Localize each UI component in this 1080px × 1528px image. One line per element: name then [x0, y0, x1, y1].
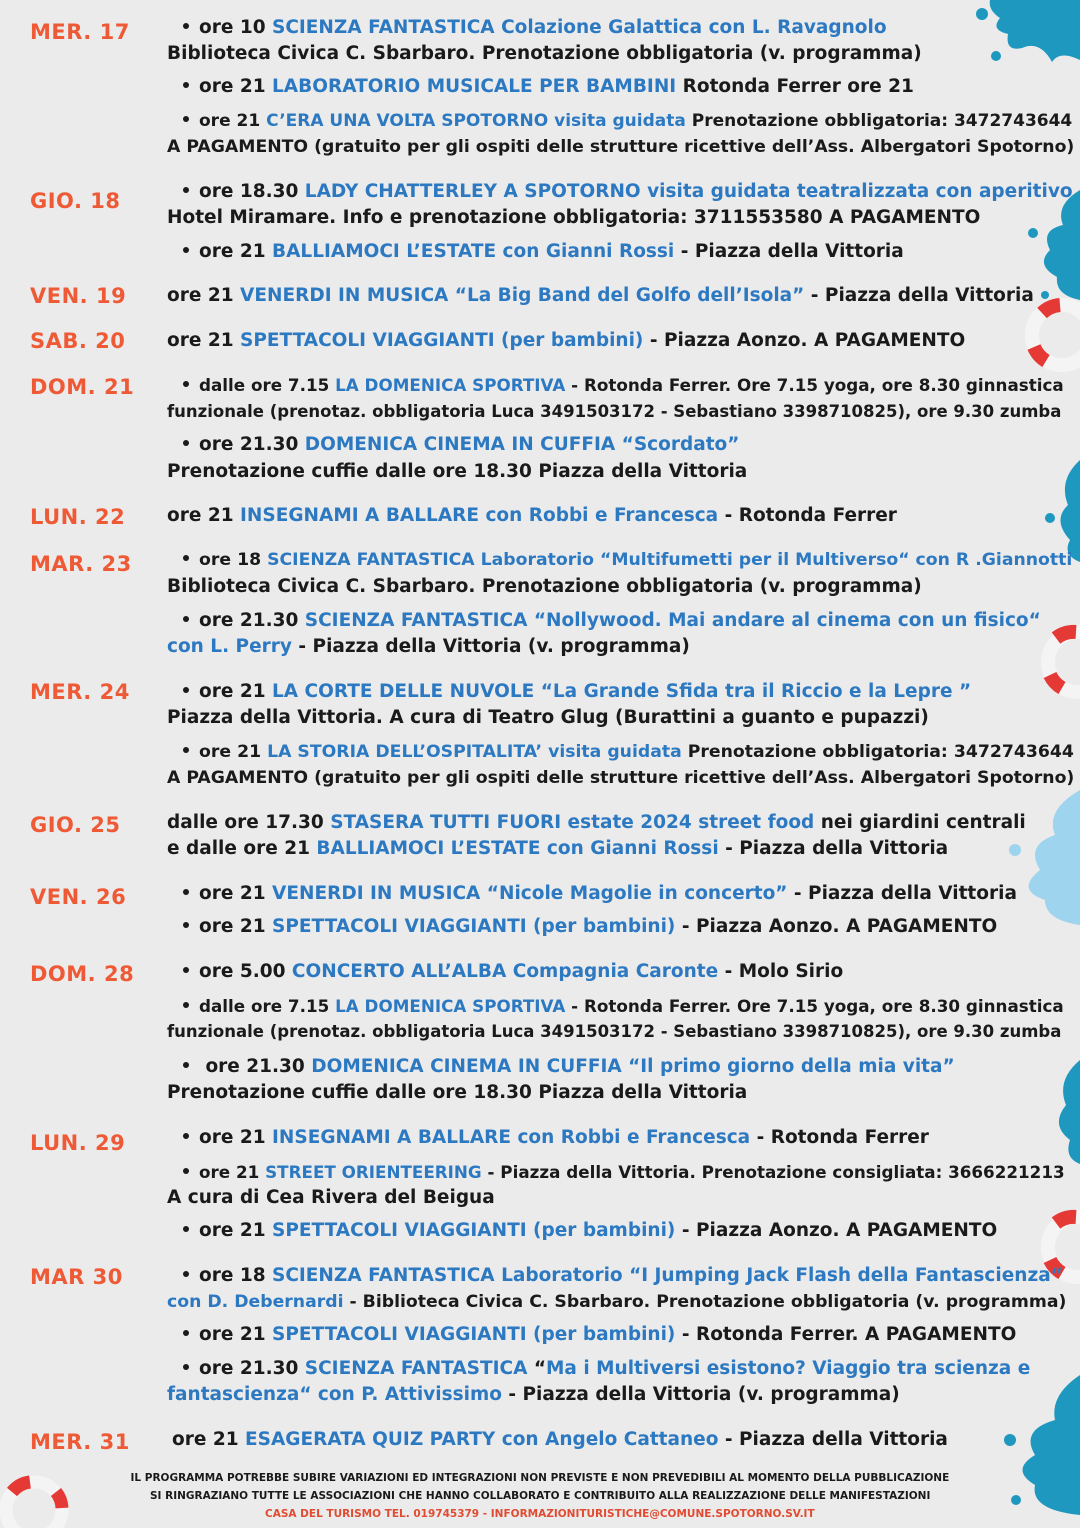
event-line	[167, 1384, 900, 1406]
event-title: SCIENZA FANTASTICA	[304, 1358, 528, 1379]
event-line	[183, 374, 1064, 396]
event-title: SPETTACOLI VIAGGIANTI (per bambini)	[240, 330, 644, 351]
life-ring-icon	[1030, 620, 1080, 705]
day-label: MER. 24	[30, 680, 130, 704]
event-line	[167, 1082, 747, 1104]
event-line	[183, 549, 1072, 571]
event-title: BALLIAMOCI L’ESTATE con Gianni Rossi	[272, 241, 675, 262]
event-detail: - Piazza Aonzo. A PAGAMENTO	[675, 1220, 998, 1241]
event-detail: A cura di Cea Rivera del Beigua	[167, 1187, 495, 1208]
bullet-icon	[183, 922, 189, 928]
day-label: LUN. 22	[30, 505, 126, 529]
event-title: VENERDI IN MUSICA “La Big Band del Golfo dell’Isola”	[240, 285, 805, 306]
life-ring-icon	[1012, 295, 1080, 375]
event-detail: ore 21.30	[199, 610, 305, 631]
event-detail: - Biblioteca Civica C. Sbarbaro. Prenotazione obbligatoria (v. programma)	[343, 1292, 1067, 1312]
event-detail: ore 21	[167, 505, 241, 526]
event-line	[183, 1220, 997, 1242]
event-line	[167, 43, 922, 65]
event-detail: ore 21	[167, 330, 241, 351]
event-detail: ore 21	[199, 916, 273, 937]
event-title: ESAGERATA QUIZ PARTY con Angelo Cattaneo	[245, 1429, 719, 1450]
event-line	[183, 961, 843, 983]
event-line	[183, 916, 997, 938]
event-detail: ore 21.30	[199, 434, 305, 455]
bullet-icon	[183, 1002, 189, 1008]
event-line	[167, 576, 922, 598]
event-detail: ore 18	[199, 1265, 273, 1286]
bullet-icon	[183, 1271, 189, 1277]
event-title: LA CORTE DELLE NUVOLE “La Grande Sfida tra il Riccio e la Lepre ”	[272, 681, 972, 702]
bullet-icon	[183, 381, 189, 387]
event-detail: Hotel Miramare. Info e prenotazione obbligatoria: 3711553580 A PAGAMENTO	[167, 207, 981, 228]
bullet-icon	[183, 747, 189, 753]
event-line	[183, 17, 887, 39]
day-label: MAR 30	[30, 1265, 123, 1289]
event-detail: ore 21	[199, 241, 273, 262]
event-title: LA DOMENICA SPORTIVA	[335, 996, 566, 1016]
bullet-icon	[183, 555, 189, 561]
day-label: DOM. 28	[30, 962, 135, 986]
event-line	[183, 181, 1073, 203]
event-detail: A PAGAMENTO (gratuito per gli ospiti delle strutture ricettive dell’Ass. Albergatori Spotorno)	[167, 137, 1075, 157]
day-label: MER. 17	[30, 20, 130, 44]
event-detail: ore 21	[199, 1162, 266, 1182]
day-label: VEN. 19	[30, 284, 127, 308]
event-title: SCIENZA FANTASTICA Laboratorio “I Jumping Jack Flash della Fantascienza“	[272, 1265, 1063, 1286]
day-label: VEN. 26	[30, 885, 127, 909]
event-line	[167, 505, 897, 527]
event-title: SPETTACOLI VIAGGIANTI (per bambini)	[272, 1220, 676, 1241]
event-detail: ore 21	[199, 681, 273, 702]
event-detail: - Molo Sirio	[718, 961, 844, 982]
event-line	[183, 434, 739, 456]
day-label: MAR. 23	[30, 552, 132, 576]
event-detail: ore 21	[172, 1429, 246, 1450]
paint-splash-icon	[960, 0, 1080, 70]
event-line	[183, 681, 971, 703]
event-detail: - Piazza della Vittoria	[804, 285, 1034, 306]
bullet-icon	[183, 889, 189, 895]
event-detail: - Rotonda Ferrer. Ore 7.15 yoga, ore 8.30 ginnastica	[565, 375, 1064, 395]
event-detail: ore 21	[199, 1127, 273, 1148]
event-detail: ore 21.30	[199, 1358, 305, 1379]
event-detail: Prenotazione cuffie dalle ore 18.30 Piazza della Vittoria	[167, 1082, 748, 1103]
event-detail: funzionale (prenotaz. obbligatoria Luca 3491503172 - Sebastiano 3398710825), ore 9.30 zumba	[167, 402, 1062, 421]
event-line	[183, 1127, 929, 1149]
event-detail: ore 5.00	[199, 961, 292, 982]
event-detail: ore 21	[199, 111, 267, 131]
event-title: LA DOMENICA SPORTIVA	[335, 375, 566, 395]
bullet-icon	[183, 687, 189, 693]
event-line	[183, 1265, 1063, 1287]
bullet-icon	[183, 616, 189, 622]
event-detail: ore 21.30	[199, 1056, 312, 1077]
event-title: STREET ORIENTEERING	[265, 1162, 482, 1182]
event-title: Ma i Multiversi esistono? Viaggio tra scienza e	[546, 1358, 1031, 1379]
event-detail: Prenotazione obbligatoria: 3472743644	[681, 742, 1074, 762]
event-detail: - Piazza della Vittoria (v. programma)	[501, 1384, 900, 1405]
event-title: SPETTACOLI VIAGGIANTI (per bambini)	[272, 1324, 676, 1345]
day-label: SAB. 20	[30, 329, 126, 353]
event-title: SCIENZA FANTASTICA “Nollywood. Mai andare al cinema con un fisico“	[304, 610, 1041, 631]
event-detail: Biblioteca Civica C. Sbarbaro. Prenotazione obbligatoria (v. programma)	[167, 576, 922, 597]
event-detail: dalle ore 17.30	[167, 812, 331, 833]
event-title: con D. Debernardi	[167, 1292, 344, 1312]
bullet-icon	[183, 967, 189, 973]
event-detail: Prenotazione cuffie dalle ore 18.30 Piazza della Vittoria	[167, 461, 748, 482]
footer-thanks: SI RINGRAZIANO TUTTE LE ASSOCIAZIONI CHE HANNO COLLABORATO E CONTRIBUITO ALLA REALIZZAZIONE DELLE MANIFESTAZIONI	[150, 1490, 931, 1502]
event-detail: A PAGAMENTO (gratuito per gli ospiti delle strutture ricettive dell’Ass. Albergatori Spotorno)	[167, 768, 1075, 788]
day-label: GIO. 18	[30, 189, 121, 213]
event-line	[183, 610, 1041, 632]
event-line	[183, 110, 1072, 132]
bullet-icon	[183, 440, 189, 446]
event-detail: dalle ore 7.15	[199, 375, 336, 395]
bullet-icon	[183, 1168, 189, 1174]
event-detail: - Piazza Aonzo. A PAGAMENTO	[675, 916, 998, 937]
event-title: DOMENICA CINEMA IN CUFFIA “Il primo giorno della mia vita”	[311, 1056, 955, 1077]
event-line	[167, 812, 1026, 834]
event-detail: ore 21	[167, 285, 241, 306]
event-detail: - Piazza della Vittoria (v. programma)	[291, 636, 690, 657]
event-title: DOMENICA CINEMA IN CUFFIA “Scordato”	[304, 434, 740, 455]
event-line	[167, 1021, 1061, 1043]
event-line	[167, 330, 965, 352]
event-detail: nei giardini centrali	[814, 812, 1026, 833]
event-detail: - Rotonda Ferrer. Ore 7.15 yoga, ore 8.30 ginnastica	[565, 996, 1064, 1016]
event-detail: ore 21	[199, 742, 268, 762]
event-title: INSEGNAMI A BALLARE con Robbi e Francesca	[272, 1127, 751, 1148]
event-line	[167, 767, 1074, 789]
event-title: LABORATORIO MUSICALE PER BAMBINI	[272, 76, 677, 97]
day-label: DOM. 21	[30, 375, 135, 399]
event-detail: - Piazza della Vittoria	[718, 1429, 948, 1450]
event-title: VENERDI IN MUSICA “Nicole Magolie in concerto”	[272, 883, 788, 904]
event-line	[183, 741, 1074, 763]
footer-contact: CASA DEL TURISMO TEL. 019745379 - INFORMAZIONITURISTICHE@COMUNE.SPOTORNO.SV.IT	[265, 1508, 815, 1520]
bullet-icon	[183, 1226, 189, 1232]
event-line	[183, 76, 914, 98]
event-detail: - Piazza della Vittoria	[787, 883, 1017, 904]
bullet-icon	[183, 1364, 189, 1370]
event-line	[183, 1324, 1016, 1346]
event-line	[167, 285, 1034, 307]
bullet-icon	[183, 23, 189, 29]
bullet-icon	[183, 1133, 189, 1139]
event-detail: ore 21	[199, 1220, 273, 1241]
event-detail: - Rotonda Ferrer	[750, 1127, 929, 1148]
paint-splash-icon	[990, 1370, 1080, 1520]
event-line	[183, 883, 1017, 905]
event-title: con L. Perry	[167, 636, 292, 657]
day-label: LUN. 29	[30, 1131, 126, 1155]
event-detail: - Piazza Aonzo. A PAGAMENTO	[643, 330, 966, 351]
event-line	[183, 1161, 1065, 1183]
bullet-icon	[183, 247, 189, 253]
event-line	[167, 207, 980, 229]
bullet-icon	[183, 187, 189, 193]
event-title: SCIENZA FANTASTICA Laboratorio “Multifumetti per il Multiverso“ con R .Giannotti	[267, 550, 1073, 570]
paint-splash-icon	[985, 790, 1080, 930]
event-line	[183, 1358, 1030, 1380]
event-detail: Biblioteca Civica C. Sbarbaro. Prenotazione obbligatoria (v. programma)	[167, 43, 922, 64]
event-detail: “	[527, 1358, 547, 1379]
event-detail: Prenotazione obbligatoria: 3472743644	[685, 111, 1073, 131]
event-line	[167, 636, 690, 658]
event-detail: funzionale (prenotaz. obbligatoria Luca 3491503172 - Sebastiano 3398710825), ore 9.30 zumba	[167, 1022, 1062, 1041]
event-detail: ore 18	[199, 550, 268, 570]
event-title: SPETTACOLI VIAGGIANTI (per bambini)	[272, 916, 676, 937]
event-detail: - Piazza della Vittoria	[718, 838, 949, 859]
event-detail: e dalle ore 21	[167, 838, 317, 859]
bullet-icon	[183, 82, 189, 88]
bullet-icon	[183, 1330, 189, 1336]
day-label: MER. 31	[30, 1430, 130, 1454]
event-detail: dalle ore 7.15	[199, 996, 336, 1016]
event-line	[167, 461, 747, 483]
event-line	[183, 1056, 955, 1078]
event-detail: - Piazza della Vittoria. Prenotazione consigliata: 3666221213	[481, 1162, 1065, 1182]
event-line	[183, 995, 1064, 1017]
event-detail: ore 21	[199, 76, 273, 97]
event-title: INSEGNAMI A BALLARE con Robbi e Francesca	[240, 505, 719, 526]
event-detail: ore 21	[199, 1324, 273, 1345]
event-detail: - Piazza della Vittoria	[674, 241, 904, 262]
event-title: BALLIAMOCI L’ESTATE con Gianni Rossi	[316, 838, 719, 859]
event-line	[167, 136, 1074, 158]
life-ring-icon	[0, 1470, 75, 1528]
event-line	[183, 241, 904, 263]
event-title: C’ERA UNA VOLTA SPOTORNO visita guidata	[266, 111, 686, 131]
paint-splash-icon	[1040, 1040, 1080, 1170]
event-line	[167, 401, 1061, 423]
event-detail: Piazza della Vittoria. A cura di Teatro Glug (Burattini a guanto e pupazzi)	[167, 707, 929, 728]
event-detail: - Rotonda Ferrer	[718, 505, 897, 526]
event-line	[167, 707, 929, 729]
event-detail: - Rotonda Ferrer. A PAGAMENTO	[675, 1324, 1017, 1345]
event-detail: ore 21	[199, 883, 273, 904]
bullet-icon	[183, 116, 189, 122]
event-detail: Rotonda Ferrer ore 21	[676, 76, 914, 97]
event-detail: ore 10	[199, 17, 273, 38]
event-detail: ore 18.30	[199, 181, 305, 202]
event-line	[172, 1429, 948, 1451]
event-title: fantascienza“ con P. Attivissimo	[167, 1384, 502, 1405]
event-title: LADY CHATTERLEY A SPOTORNO visita guidata teatralizzata con aperitivo	[304, 181, 1073, 202]
event-line	[167, 1291, 1066, 1313]
day-label: GIO. 25	[30, 813, 121, 837]
event-title: SCIENZA FANTASTICA Colazione Galattica con L. Ravagnolo	[272, 17, 887, 38]
footer-disclaimer: IL PROGRAMMA POTREBBE SUBIRE VARIAZIONI ED INTEGRAZIONI NON PREVISTE E NON PREVEDIBILI AL MOMENTO DELLA PUBBLICAZIONE	[130, 1472, 950, 1484]
bullet-icon	[183, 1062, 189, 1068]
event-title: LA STORIA DELL’OSPITALITA’ visita guidata	[267, 742, 682, 762]
event-line	[167, 838, 948, 860]
event-title: CONCERTO ALL’ALBA Compagnia Caronte	[291, 961, 719, 982]
event-title: STASERA TUTTI FUORI estate 2024 street food	[330, 812, 815, 833]
event-line	[167, 1187, 495, 1209]
